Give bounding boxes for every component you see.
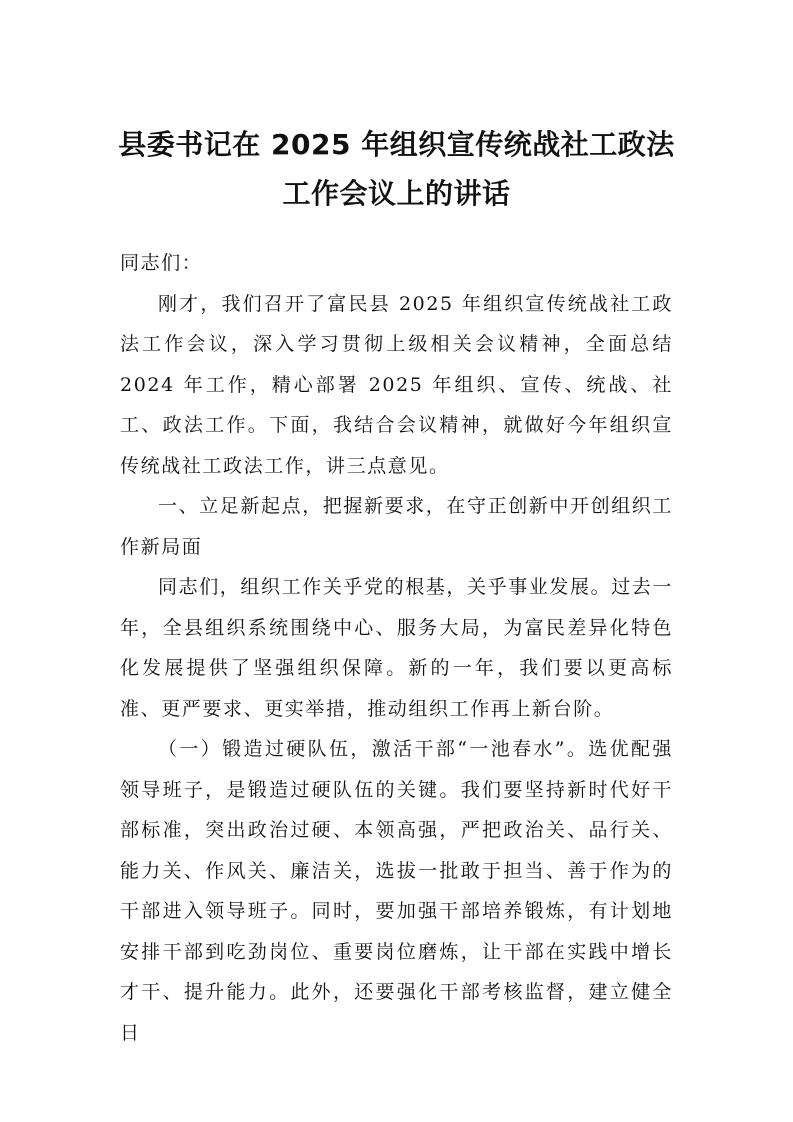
paragraph-section-1-intro: 同志们，组织工作关乎党的根基，关乎事业发展。过去一年，全县组织系统围绕中心、服务大局，为富民差异化特色化发展提供了坚强组织保障。新的一年，我们要以更高标准、更严要求、更实举措，推动组织工作再上新台阶。 bbox=[120, 576, 674, 720]
section-heading-1: 一、立足新起点，把握新要求，在守正创新中开创组织工作新局面 bbox=[120, 495, 674, 558]
document-body bbox=[120, 243, 673, 1053]
document-title-line-1: 县委书记在 2025 年组织宣传统战社工政法 bbox=[118, 128, 675, 161]
paragraph-opening: 刚才，我们召开了富民县 2025 年组织宣传统战社工政法工作会议，深入学习贯彻上级相关会议精神，全面总结 2024 年工作，精心部署 2025 年组织、宣传、统战、社工、政法工作。下面，我结合会议精神，就做好今年组织宣传统战社工政法工作，讲三点意见。 bbox=[120, 292, 673, 477]
document-title-line-2: 工作会议上的讲话 bbox=[282, 177, 511, 210]
salutation: 同志们： bbox=[120, 252, 203, 274]
paragraph-subsection-1: （一）锻造过硬队伍，激活干部“一池春水”。选优配强领导班子，是锻造过硬队伍的关键。我们要坚持新时代好干部标准，突出政治过硬、本领高强，严把政治关、品行关、能力关、作风关、廉洁关，选拔一批敢于担当、善于作为的干部进入领导班子。同时，要加强干部培养锻炼，有计划地安排干部到吃劲岗位、重要岗位磨炼，让干部在实践中增长才干、提升能力。此外，还要强化干部考核监督，建立健全日 bbox=[120, 738, 673, 1044]
